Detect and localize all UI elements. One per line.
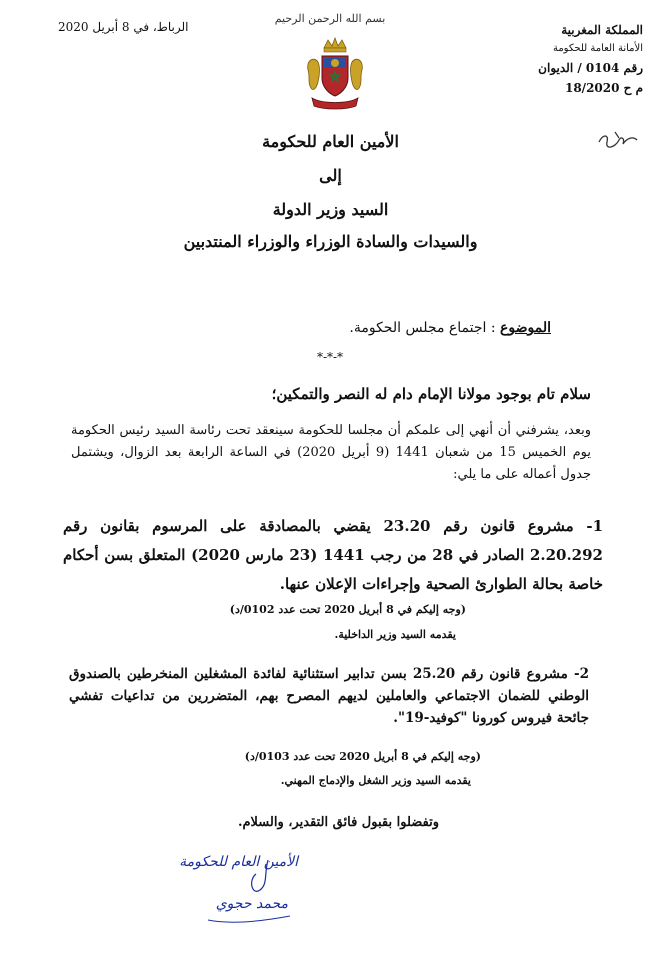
signature-name: محمد حجوي	[215, 896, 288, 912]
subject-label: الموضوع	[500, 320, 551, 336]
department-label: الأمانة العامة للحكومة	[552, 43, 643, 54]
signature-block	[179, 850, 298, 930]
closing-line: وتفضلوا بقبول فائق التقدير، والسلام.	[237, 815, 439, 830]
agenda-item-presenter: يقدمه السيد وزير الشغل والإدماج المهني.	[280, 774, 471, 787]
signature-title: الأمين العام للحكومة	[179, 854, 298, 870]
memo-number: م ح 18/2020	[564, 81, 643, 95]
agenda-item-reference: (وجه إليكم في 8 أبريل 2020 تحت عدد 0102/د)	[229, 603, 466, 616]
intro-paragraph: وبعد، يشرفني أن أنهي إلى علمكم أن مجلسا للحكومة سينعقد تحت رئاسة السيد رئيس الحكومة يوم الخميس 15 من شعبان 1441 (9 أبريل 2020) في الساعة الرابعة بعد الزوال، ويشتمل جدول أعماله على ما يلي:	[71, 423, 591, 482]
separator: *-*-*	[316, 350, 344, 364]
place-date: الرباط، في 8 أبريل 2020	[58, 20, 189, 34]
greeting: سلام تام بوجود مولانا الإمام دام له النصر والتمكين؛	[271, 385, 591, 403]
agenda-item-reference: (وجه إليكم في 8 أبريل 2020 تحت عدد 0103/د)	[244, 750, 481, 763]
recipient-secondary: والسيدات والسادة الوزراء والوزراء المنتدبين	[183, 232, 478, 251]
recipient-primary: السيد وزير الدولة	[272, 200, 389, 219]
coat-of-arms-icon	[300, 34, 370, 110]
signature-scribble-icon	[198, 850, 298, 930]
agenda-item-text: 2- مشروع قانون رقم 25.20 بسن تدابير استثنائية لفائدة المشغلين المنخرطين بالصندوق الوطني للضمان الاجتماعي والعاملين لديهم المصرح بهم، المتضررين من تداعيات تفشي جائحة فيروس كورونا "كوفيد-19".	[69, 666, 589, 726]
subject-line	[349, 320, 551, 336]
sender-title: الأمين العام للحكومة	[262, 132, 399, 151]
to-label: إلى	[319, 166, 342, 185]
sender-header	[493, 20, 643, 98]
reference-number: رقم 0104 / الديوان	[538, 61, 643, 75]
agenda-item-1	[63, 512, 603, 599]
agenda-item-presenter: يقدمه السيد وزير الداخلية.	[334, 628, 456, 641]
subject-text: : اجتماع مجلس الحكومة.	[349, 320, 496, 336]
agenda-item-2	[69, 663, 589, 729]
kingdom-label: المملكة المغربية	[561, 23, 643, 37]
basmala: بسم الله الرحمن الرحيم	[274, 12, 386, 25]
agenda-item-text: 1- مشروع قانون رقم 23.20 يقضي بالمصادقة على المرسوم بقانون رقم 2.20.292 الصادر في 28 من رجب 1441 (23 مارس 2020) المتعلق بسن أحكام خاصة بحالة الطوارئ الصحية وإجراءات الإعلان عنها.	[63, 517, 604, 593]
